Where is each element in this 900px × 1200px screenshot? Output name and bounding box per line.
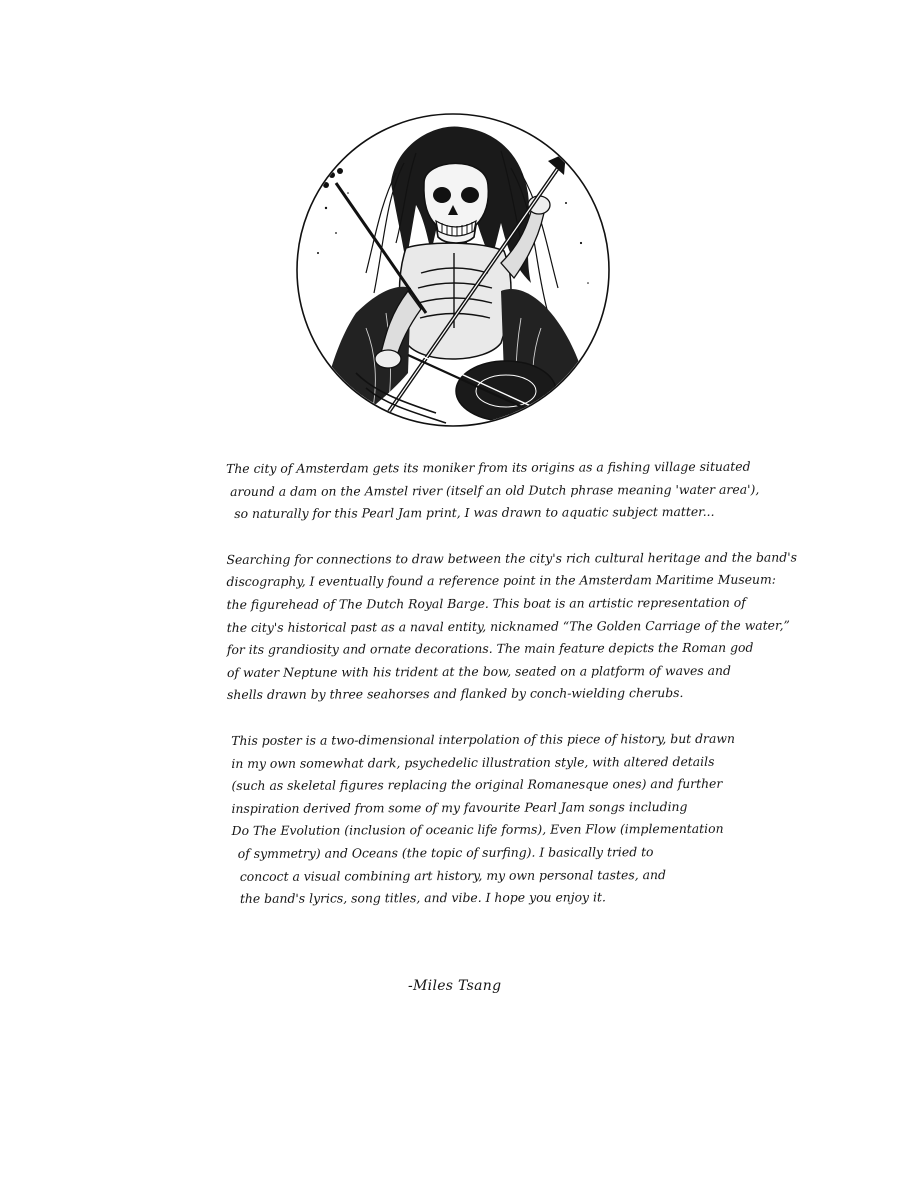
statement-line: the band's lyrics, song titles, and vibe. I hope you enjoy it. — [239, 889, 606, 907]
statement-paragraph-1 — [226, 456, 760, 526]
statement-line: discography, I eventually found a reference point in the Amsterdam Maritime Museum: — [226, 571, 776, 590]
statement-line: (such as skeletal figures replacing the original Romanesque ones) and further — [231, 775, 723, 794]
statement-line: This poster is a two-dimensional interpolation of this piece of history, but drawn — [231, 730, 735, 748]
statement-line: of symmetry) and Oceans (the topic of surfing). I basically tried to — [237, 844, 654, 861]
statement-line: shells drawn by three seahorses and flanked by conch-wielding cherubs. — [227, 685, 684, 703]
artist-statement — [226, 456, 798, 934]
statement-line: Searching for connections to draw between the city's rich cultural heritage and the band's — [226, 549, 798, 567]
statement-line: the city's historical past as a naval entity, nicknamed “The Golden Carriage of the water,” — [226, 617, 790, 635]
skeleton-with-trident-icon — [296, 113, 610, 427]
statement-line: The city of Amsterdam gets its moniker from its origins as a fishing village situated — [226, 458, 751, 476]
statement-paragraph-2 — [226, 547, 798, 707]
skeleton-illustration — [296, 113, 610, 427]
statement-paragraph-3 — [227, 728, 735, 911]
statement-line: inspiration derived from some of my favourite Pearl Jam songs including — [231, 798, 688, 816]
statement-line: of water Neptune with his trident at the bow, seated on a platform of waves and — [226, 662, 731, 680]
statement-line: around a dam on the Amstel river (itself an old Dutch phrase meaning 'water area'), — [230, 481, 760, 499]
statement-line: in my own somewhat dark, psychedelic illustration style, with altered details — [231, 753, 715, 771]
statement-line: for its grandiosity and ornate decorations. The main feature depicts the Roman god — [226, 639, 754, 658]
artist-signature: -Miles Tsang — [408, 978, 502, 994]
statement-line: so naturally for this Pearl Jam print, I was drawn to aquatic subject matter... — [234, 504, 715, 522]
statement-line: Do The Evolution (inclusion of oceanic life forms), Even Flow (implementation — [231, 821, 724, 839]
statement-line: concoct a visual combining art history, my own personal tastes, and — [239, 866, 666, 884]
statement-line: the figurehead of The Dutch Royal Barge. This boat is an artistic representation of — [226, 594, 746, 612]
